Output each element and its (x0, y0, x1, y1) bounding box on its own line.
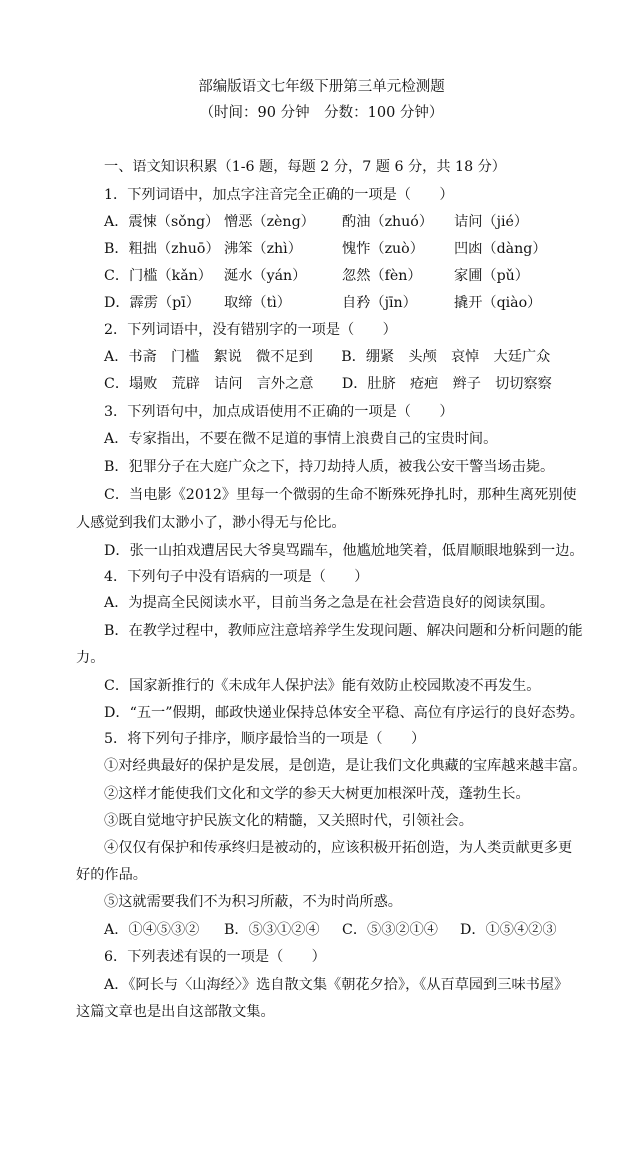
option-word: 自矜（jīn） (342, 295, 417, 311)
question-5-sentence-3: ③既自觉地守护民族文化的精髓，又关照时代，引领社会。 (104, 813, 473, 829)
option-sequence: B．⑤③①②④ (224, 922, 320, 938)
question-3-option-d: D．张一山拍戏遭居民大爷臭骂踹车，他尴尬地笑着，低眉顺眼地躲到一边。 (104, 543, 584, 559)
option-sequence: C．⑤③②①④ (342, 922, 438, 938)
question-5-sentence-1: ①对经典最好的保护是发展，是创造，是让我们文化典藏的宝库越来越丰富。 (104, 758, 587, 774)
question-4-stem: 4．下列句子中没有语病的一项是（ ） (104, 569, 369, 585)
question-3-stem: 3．下列语句中，加点成语使用不正确的一项是（ ） (104, 404, 454, 420)
question-2-options-ab: A．书斋 门槛 絮说 微不足到 B．绷紧 头颅 哀悼 大廷广众 (104, 349, 551, 365)
option-word: D．霹雳（pī） (104, 295, 200, 311)
option-word: 愧怍（zuò） (342, 241, 424, 257)
option-sequence: A．①④⑤③② (104, 922, 200, 938)
question-4-option-b: B．在教学过程中，教师应注意培养学生发现问题、解决问题和分析问题的能 (104, 623, 583, 639)
question-1-stem: 1．下列词语中，加点字注音完全正确的一项是（ ） (104, 187, 454, 203)
option-word: 撬开（qiào） (454, 295, 542, 311)
option-word: C．门槛（kǎn） (104, 268, 212, 284)
question-3-option-b: B．犯罪分子在大庭广众之下，持刀劫持人质，被我公安干警当场击毙。 (104, 459, 555, 475)
question-5-sentence-4: ④仅仅有保护和传承终归是被动的，应该积极开拓创造，为人类贡献更多更 (104, 840, 573, 856)
section-heading: 一、语文知识积累（1-6 题，每题 2 分，7 题 6 分，共 18 分） (104, 159, 506, 175)
option-word: B．粗拙（zhuō） (104, 241, 220, 257)
question-5-options (104, 920, 604, 940)
option-word: 酌油（zhuó） (342, 214, 434, 230)
question-4-option-c: C．国家新推行的《未成年人保护法》能有效防止校园欺凌不再发生。 (104, 678, 541, 694)
question-3-option-c-cont: 人感觉到我们太渺小了，渺小得无与伦比。 (76, 515, 346, 531)
option-sequence: D．①⑤④②③ (460, 922, 557, 938)
option-word: A．震悚（sǒng） (104, 214, 220, 230)
option-word: 忽然（fèn） (342, 268, 422, 284)
option-word: 沸笨（zhì） (224, 241, 302, 257)
question-4-option-a: A．为提高全民阅读水平，目前当务之急是在社会营造良好的阅读氛围。 (104, 595, 555, 611)
option-word: 家圃（pǔ） (454, 268, 529, 284)
question-1-option-b (104, 239, 604, 259)
question-4-option-d: D．“五一”假期，邮政快递业保持总体安全平稳、高位有序运行的良好态势。 (104, 705, 584, 721)
question-1-option-c (104, 266, 604, 286)
question-3-option-a: A．专家指出，不要在微不足道的事情上浪费自己的宝贵时间。 (104, 431, 498, 447)
option-word: 取缔（tì） (224, 295, 291, 311)
question-1-option-a (104, 212, 604, 232)
question-4-option-b-cont: 力。 (76, 650, 105, 666)
question-6-option-a-cont: 这篇文章也是出自这部散文集。 (76, 1004, 275, 1020)
question-6-stem: 6．下列表述有误的一项是（ ） (104, 949, 326, 965)
page-title: 部编版语文七年级下册第三单元检测题 (198, 79, 445, 95)
question-5-sentence-2: ②这样才能使我们文化和文学的参天大树更加根深叶茂，蓬勃生长。 (104, 786, 530, 802)
option-word: 憎恶（zèng） (224, 214, 315, 230)
question-6-option-a: A．《阿长与〈山海经〉》选自散文集《朝花夕拾》，《从百草园到三味书屋》 (104, 977, 569, 993)
question-1-option-d (104, 293, 604, 313)
question-3-option-c: C．当电影《2012》里每一个微弱的生命不断殊死挣扎时，那种生离死别使 (104, 487, 577, 503)
option-word: 诘问（jié） (454, 214, 529, 230)
question-2-options-cd: C．塌败 荒辟 诘问 言外之意 D．肚脐 疮疤 辫子 切切察察 (104, 376, 552, 392)
option-word: 涎水（yán） (224, 268, 307, 284)
question-5-sentence-5: ⑤这就需要我们不为积习所蔽，不为时尚所惑。 (104, 894, 402, 910)
question-2-stem: 2．下列词语中，没有错别字的一项是（ ） (104, 322, 397, 338)
question-5-sentence-4-cont: 好的作品。 (76, 867, 147, 883)
option-word: 凹凼（dàng） (454, 241, 547, 257)
page-subtitle: （时间：90 分钟 分数：100 分钟） (199, 105, 444, 121)
question-5-stem: 5．将下列句子排序，顺序最恰当的一项是（ ） (104, 731, 426, 747)
